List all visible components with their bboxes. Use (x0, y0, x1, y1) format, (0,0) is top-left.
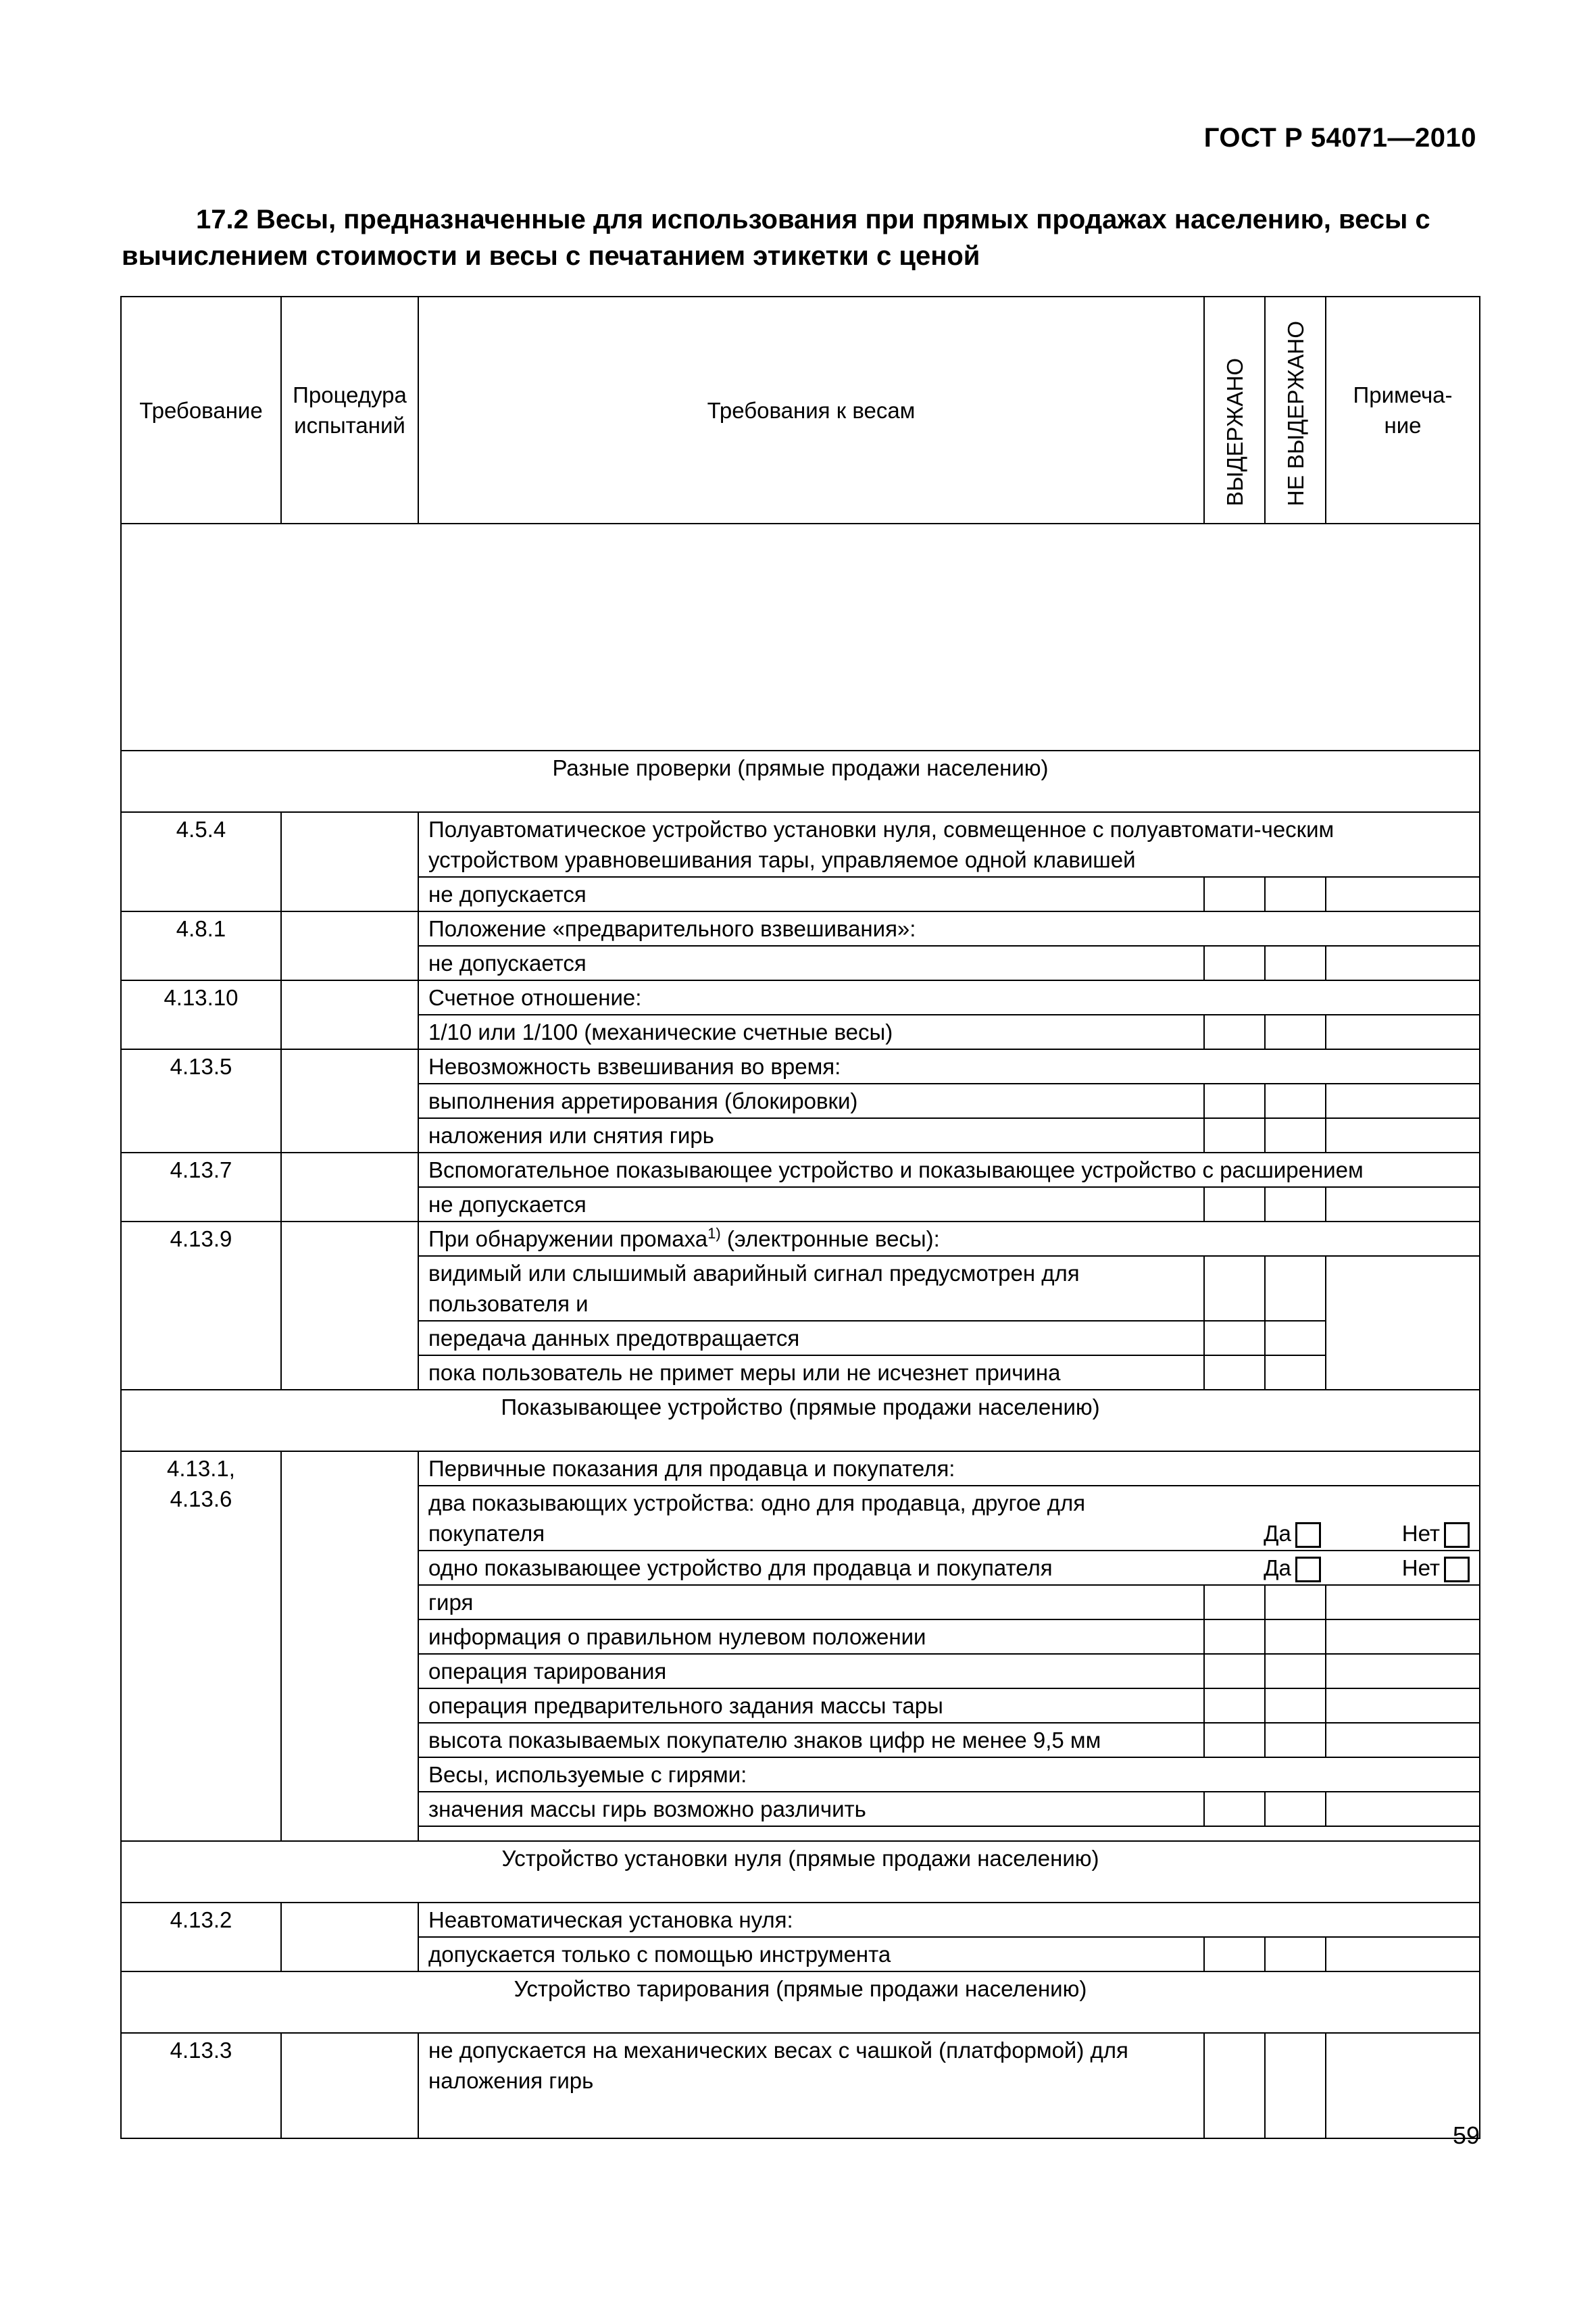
header-note: Примеча-ние (1326, 297, 1480, 524)
failed-checkbox[interactable] (1265, 1937, 1326, 1971)
requirement-item: не допускается (418, 877, 1204, 911)
procedure-cell (281, 1903, 418, 1971)
header-passed: ВЫДЕРЖАНО (1222, 357, 1247, 506)
requirement-title: При обнаружении промаха$^{1)}$ (электронные весы): (418, 1222, 1480, 1256)
table-row (121, 1049, 1480, 1084)
no-label: Нет (1401, 1521, 1440, 1546)
note-cell[interactable] (1326, 1792, 1480, 1826)
requirement-item: видимый или слышимый аварийный сигнал предусмотрен для пользователя и (418, 1256, 1204, 1321)
failed-checkbox[interactable] (1265, 1015, 1326, 1049)
passed-checkbox[interactable] (1204, 1084, 1265, 1118)
choice-row (418, 1486, 1480, 1551)
table-row (121, 1222, 1480, 1256)
spacer-cell (418, 1826, 1480, 1841)
failed-checkbox[interactable] (1265, 1084, 1326, 1118)
passed-checkbox[interactable] (1204, 1619, 1265, 1654)
table-row (121, 1153, 1480, 1187)
procedure-cell (281, 1222, 418, 1390)
failed-checkbox[interactable] (1265, 1792, 1326, 1826)
requirement-item: наложения или снятия гирь (418, 1118, 1204, 1153)
requirement-item: пока пользователь не примет меры или не исчезнет причина (418, 1355, 1204, 1390)
note-cell[interactable] (1326, 1084, 1480, 1118)
failed-checkbox[interactable] (1265, 1355, 1326, 1390)
section-indicating: Показывающее устройство (прямые продажи населению) (121, 1390, 1480, 1451)
failed-checkbox[interactable] (1265, 2033, 1326, 2138)
passed-checkbox[interactable] (1204, 1585, 1265, 1619)
requirement-code: 4.13.7 (121, 1153, 281, 1222)
requirement-code: 4.13.9 (121, 1222, 281, 1390)
requirement-code: 4.13.10 (121, 980, 281, 1049)
yes-checkbox[interactable] (1295, 1557, 1321, 1582)
failed-checkbox[interactable] (1265, 1688, 1326, 1723)
requirement-code: 4.13.5 (121, 1049, 281, 1153)
section-row (121, 1971, 1480, 2033)
table-row (121, 1903, 1480, 1937)
requirement-item: гиря (418, 1585, 1204, 1619)
passed-checkbox[interactable] (1204, 1654, 1265, 1688)
section-zero: Устройство установки нуля (прямые продажи населению) (121, 1841, 1480, 1903)
procedure-cell (281, 812, 418, 911)
footnote-marker: 1) (707, 1225, 721, 1242)
no-checkbox[interactable] (1444, 1557, 1470, 1582)
no-label: Нет (1401, 1555, 1440, 1580)
note-cell[interactable] (1326, 1015, 1480, 1049)
note-cell[interactable] (1326, 1688, 1480, 1723)
requirement-item: 1/10 или 1/100 (механические счетные весы) (418, 1015, 1204, 1049)
passed-checkbox[interactable] (1204, 1187, 1265, 1222)
note-cell[interactable] (1326, 1187, 1480, 1222)
failed-checkbox[interactable] (1265, 1321, 1326, 1355)
section-misc: Разные проверки (прямые продажи населению) (121, 751, 1480, 812)
passed-checkbox[interactable] (1204, 1256, 1265, 1321)
failed-checkbox[interactable] (1265, 1723, 1326, 1757)
page-number: 59 (1452, 2121, 1480, 2149)
requirement-item: значения массы гирь возможно различить (418, 1792, 1204, 1826)
table-row (121, 2033, 1480, 2138)
failed-checkbox[interactable] (1265, 1256, 1326, 1321)
passed-checkbox[interactable] (1204, 877, 1265, 911)
procedure-cell (281, 1451, 418, 1841)
passed-checkbox[interactable] (1204, 1015, 1265, 1049)
passed-checkbox[interactable] (1204, 1118, 1265, 1153)
procedure-cell (281, 980, 418, 1049)
requirement-item: высота показываемых покупателю знаков цифр не менее 9,5 мм (418, 1723, 1204, 1757)
procedure-cell (281, 1049, 418, 1153)
table-header-row (121, 297, 1480, 524)
note-cell[interactable] (1326, 946, 1480, 980)
note-cell[interactable] (1326, 1937, 1480, 1971)
choice-row (418, 1551, 1480, 1585)
passed-checkbox[interactable] (1204, 946, 1265, 980)
failed-checkbox[interactable] (1265, 1585, 1326, 1619)
note-cell[interactable] (1326, 1118, 1480, 1153)
yes-checkbox[interactable] (1295, 1522, 1321, 1548)
requirement-code: 4.5.4 (121, 812, 281, 911)
requirement-title: Вспомогательное показывающее устройство и показывающее устройство с расширением (418, 1153, 1480, 1187)
passed-checkbox[interactable] (1204, 1688, 1265, 1723)
requirement-item: допускается только с помощью инструмента (418, 1937, 1204, 1971)
requirement-code: 4.13.1, 4.13.6 (121, 1451, 281, 1841)
no-checkbox[interactable] (1444, 1522, 1470, 1548)
section-heading (122, 201, 1480, 274)
section-row (121, 1390, 1480, 1451)
document-id: ГОСТ Р 54071—2010 (1203, 123, 1476, 153)
table-row (121, 911, 1480, 946)
requirement-title: Неавтоматическая установка нуля: (418, 1903, 1480, 1937)
table-row (121, 980, 1480, 1015)
header-requirement: Требование (121, 297, 281, 524)
passed-checkbox[interactable] (1204, 1792, 1265, 1826)
requirement-title: Первичные показания для продавца и покупателя: (418, 1451, 1480, 1486)
failed-checkbox[interactable] (1265, 877, 1326, 911)
requirement-item: не допускается на механических весах с чашкой (платформой) для наложения гирь (418, 2033, 1204, 2138)
requirement-title: Полуавтоматическое устройство установки нуля, совмещенное с полуавтомати-ческим устройством уравновешивания тары, управляемое одной клавишей (418, 812, 1480, 877)
section-row (121, 751, 1480, 812)
requirement-item: выполнения арретирования (блокировки) (418, 1084, 1204, 1118)
note-cell[interactable] (1326, 1256, 1480, 1390)
requirement-item: операция предварительного задания массы тары (418, 1688, 1204, 1723)
passed-checkbox[interactable] (1204, 2033, 1265, 2138)
requirement-item: не допускается (418, 1187, 1204, 1222)
failed-checkbox[interactable] (1265, 1187, 1326, 1222)
choice-label: одно показывающее устройство для продавца и покупателя (428, 1555, 1053, 1580)
passed-checkbox[interactable] (1204, 1723, 1265, 1757)
yes-label: Да (1264, 1555, 1291, 1580)
requirement-item: передача данных предотвращается (418, 1321, 1204, 1355)
requirement-item: операция тарирования (418, 1654, 1204, 1688)
procedure-cell (281, 2033, 418, 2138)
failed-checkbox[interactable] (1265, 1619, 1326, 1654)
note-cell[interactable] (1326, 877, 1480, 911)
requirement-subtitle: Весы, используемые с гирями: (418, 1757, 1480, 1792)
note-cell[interactable] (1326, 1654, 1480, 1688)
requirement-item: информация о правильном нулевом положении (418, 1619, 1204, 1654)
failed-checkbox[interactable] (1265, 1118, 1326, 1153)
header-scale-requirements: Требования к весам (418, 297, 1204, 524)
requirement-code: 4.8.1 (121, 911, 281, 980)
note-cell[interactable] (1326, 1723, 1480, 1757)
requirement-title: Невозможность взвешивания во время: (418, 1049, 1480, 1084)
table-row (121, 812, 1480, 877)
requirement-code: 4.13.3 (121, 2033, 281, 2138)
requirement-title: Счетное отношение: (418, 980, 1480, 1015)
failed-checkbox[interactable] (1265, 946, 1326, 980)
yes-label: Да (1264, 1521, 1291, 1546)
failed-checkbox[interactable] (1265, 1654, 1326, 1688)
requirement-title: Положение «предварительного взвешивания»: (418, 911, 1480, 946)
requirements-table (120, 296, 1480, 2139)
section-tare: Устройство тарирования (прямые продажи населению) (121, 1971, 1480, 2033)
section-title: Весы, предназначенные для использования при прямых продажах населению, весы с вычислением стоимости и весы с печатанием этикетки с ценой (122, 205, 1430, 271)
table-row (121, 1451, 1480, 1486)
procedure-cell (281, 1153, 418, 1222)
choice-label: два показывающих устройства: одно для продавца, другое для покупателя (428, 1490, 1086, 1546)
requirement-code: 4.13.2 (121, 1903, 281, 1971)
header-procedure: Процедура испытаний (281, 297, 418, 524)
requirement-item: не допускается (418, 946, 1204, 980)
section-number: 17.2 (196, 205, 249, 234)
procedure-cell (281, 911, 418, 980)
passed-checkbox[interactable] (1204, 1321, 1265, 1355)
header-failed: НЕ ВЫДЕРЖАНО (1282, 320, 1308, 506)
passed-checkbox[interactable] (1204, 1355, 1265, 1390)
note-cell[interactable] (1326, 1619, 1480, 1654)
note-cell[interactable] (1326, 1585, 1480, 1619)
passed-checkbox[interactable] (1204, 1937, 1265, 1971)
section-row (121, 1841, 1480, 1903)
